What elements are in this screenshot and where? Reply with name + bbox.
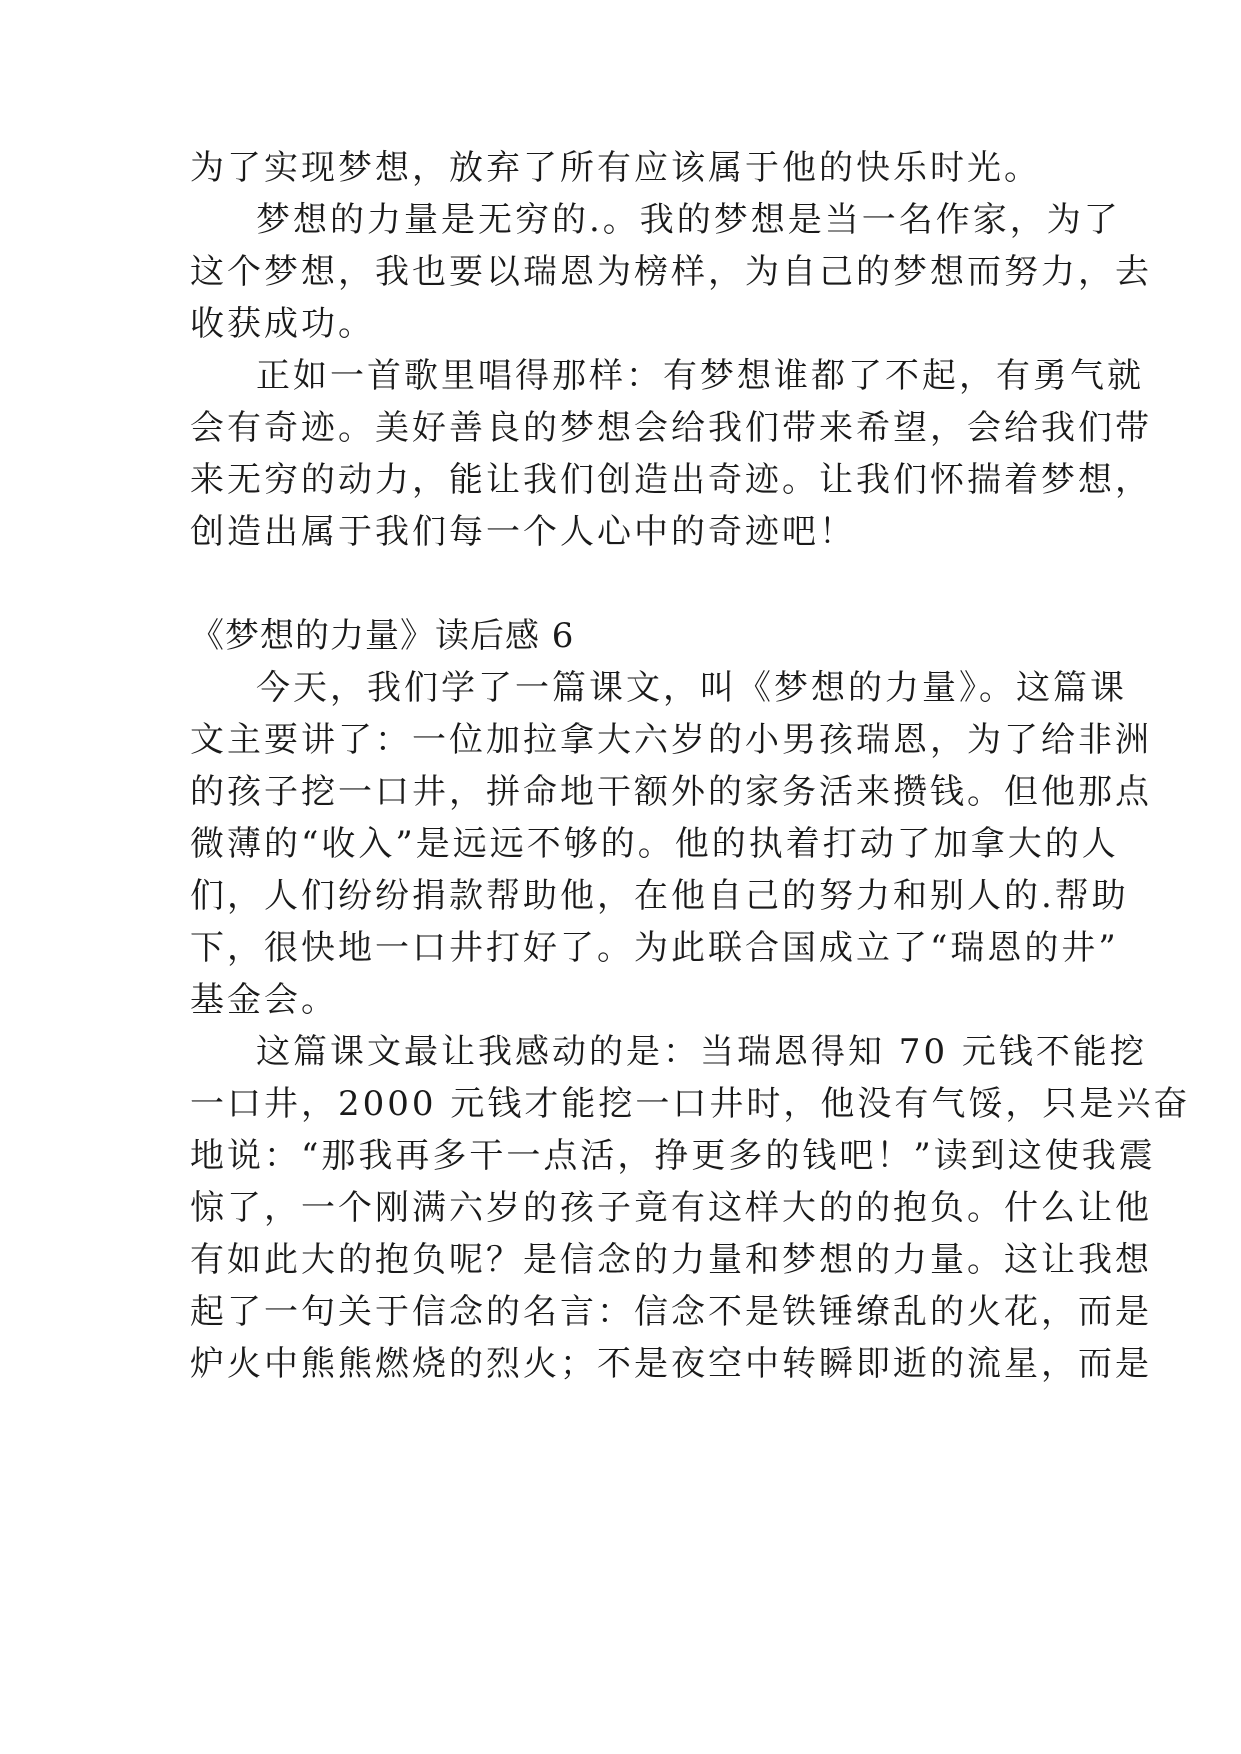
text-line: 有如此大的抱负呢？是信念的力量和梦想的力量。这让我想	[190, 1240, 1152, 1280]
text-line: 梦想的力量是无穷的.。我的梦想是当一名作家，为了	[256, 200, 1121, 240]
text-line: 收获成功。	[190, 304, 375, 344]
text-line: 的孩子挖一口井，拼命地干额外的家务活来攒钱。但他那点	[190, 772, 1152, 812]
text-line: 下，很快地一口井打好了。为此联合国成立了“瑞恩的井”	[190, 928, 1119, 968]
text-line: 创造出属于我们每一个人心中的奇迹吧！	[190, 512, 856, 552]
text-line: 这篇课文最让我感动的是：当瑞恩得知 70 元钱不能挖	[256, 1032, 1147, 1072]
text-line: 微薄的“收入”是远远不够的。他的执着打动了加拿大的人	[190, 824, 1119, 864]
text-line: 们，人们纷纷捐款帮助他，在他自己的努力和别人的.帮助	[190, 876, 1129, 916]
text-line: 起了一句关于信念的名言：信念不是铁锤缭乱的火花，而是	[190, 1292, 1152, 1332]
text-line: 惊了，一个刚满六岁的孩子竟有这样大的的抱负。什么让他	[190, 1188, 1152, 1228]
text-line: 这个梦想，我也要以瑞恩为榜样，为自己的梦想而努力，去	[190, 252, 1152, 292]
text-line: 地说：“那我再多干一点活，挣更多的钱吧！”读到这使我震	[190, 1136, 1156, 1176]
text-line: 会有奇迹。美好善良的梦想会给我们带来希望，会给我们带	[190, 408, 1152, 448]
text-line: 正如一首歌里唱得那样：有梦想谁都了不起，有勇气就	[256, 356, 1144, 396]
text-line: 来无穷的动力，能让我们创造出奇迹。让我们怀揣着梦想，	[190, 460, 1152, 500]
text-line: 为了实现梦想，放弃了所有应该属于他的快乐时光。	[190, 148, 1041, 188]
section-heading: 《梦想的力量》读后感 6	[190, 616, 575, 656]
text-line: 一口井，2000 元钱才能挖一口井时，他没有气馁，只是兴奋	[190, 1084, 1191, 1124]
text-line: 基金会。	[190, 980, 338, 1020]
text-line: 文主要讲了：一位加拉拿大六岁的小男孩瑞恩，为了给非洲	[190, 720, 1152, 760]
text-line: 今天，我们学了一篇课文，叫《梦想的力量》。这篇课	[256, 668, 1127, 708]
text-line: 炉火中熊熊燃烧的烈火；不是夜空中转瞬即逝的流星，而是	[190, 1344, 1152, 1384]
